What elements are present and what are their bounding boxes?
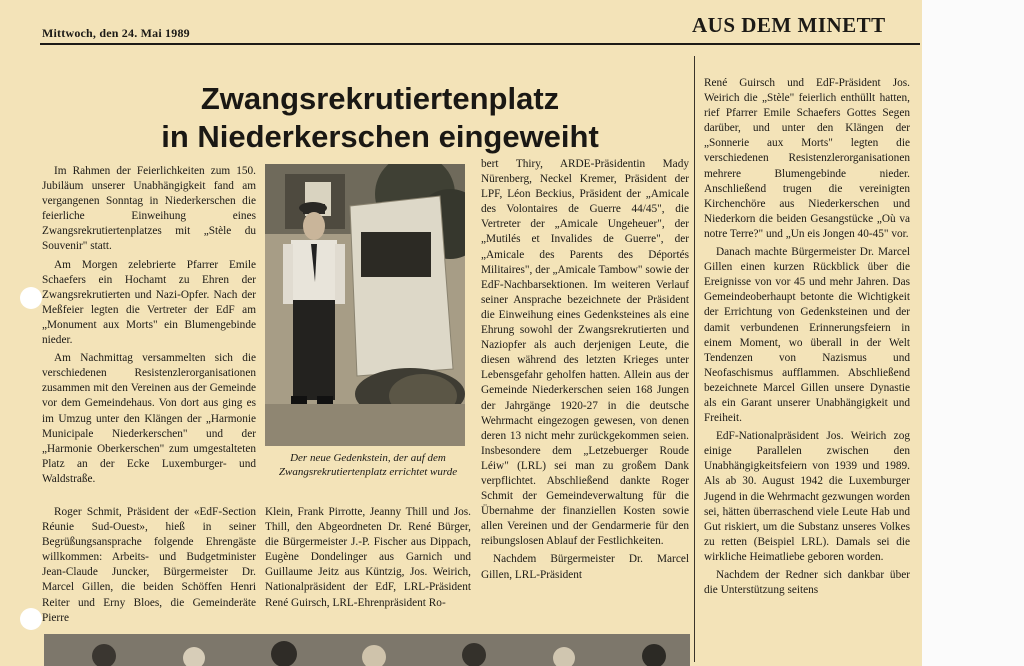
paragraph: Nachdem Bürgermeister Dr. Marcel Gillen, LRL-Präsident: [481, 553, 689, 581]
paragraph: Am Nachmittag versammelten sich die verschiedenen Resistenzlerorganisationen zusammen mit den Vereinen aus der Gemeinde vor dem Gemeindehaus. Von dort aus ging es im Umzug unter den Klängen der „Harmonie Municipale Niederkerschen" und der „Harmonie Oberkerschen" zum umgestalteten Platz an der Ecke Luxemburger- und Waldstraße.: [42, 352, 256, 485]
article-column-2: [265, 505, 471, 633]
paragraph: René Guirsch und EdF-Präsident Jos. Weirich die „Stèle" feierlich enthüllt hatten, rief Pfarrer Emile Schaefers Gottes Segen darüber, und unter den Klängen der „Sonnerie aux Morts" legten die verschiedenen Resistenzlerorganisationen mehrere Blumengebinde nieder. Anschließend trugen die vereinigten Kirchenchöre aus Niederkerschen und Niederkorn die beiden Gesangstücke „Où va notre Terre?" und „Un eis Jongen 40-45" vor.: [704, 77, 910, 240]
paragraph: Roger Schmit, Präsident der «EdF-Section Réunie Sud-Ouest», hieß in seiner Begrüßungsansprache folgende Ehrengäste willkommen: Arbeits- und Budgetminister Jean-Claude Juncker, Bürgermeister Dr. Marcel Gillen, die beiden Schöffen Henri Reiter und Erny Bloes, die Gemeinderäte Pierre: [42, 506, 256, 624]
memorial-stone-photo: [265, 164, 465, 446]
paragraph: Im Rahmen der Feierlichkeiten zum 150. Jubiläum unserer Unabhängigkeit fand am vergangenen Sonntag in Niederkerschen die feierliche Einweihung eines Zwangsrekrutiertenplatzes mit „Stèle du Souvenir" statt.: [42, 165, 256, 253]
paragraph: Am Morgen zelebrierte Pfarrer Emile Schaefers ein Hochamt zu Ehren der Zwangsrekrutierten und Nazi-Opfer. Nach der Meßfeier legten die Vertreter der EdF am „Monument aux Morts" ein Blumengebinde nieder.: [42, 258, 256, 347]
headline-line-2: in Niederkerschen eingeweiht: [161, 119, 599, 154]
masthead-date: Mittwoch, den 24. Mai 1989: [42, 26, 190, 40]
headline-line-1: Zwangsrekrutiertenplatz: [200, 81, 560, 116]
paragraph: bert Thiry, ARDE-Präsidentin Mady Nürenberg, Neckel Kremer, Präsident der LPF, Léon Beckius, Präsident der „Amicale des Volontaires de Guerre 44/45", die Vertreter der „Amicale Ungeheuer", der „Mutilés et Invalides de Guerre", der „Amicale des Parents des Déportés Militaires", der „Amicale Tambow" sowie der EdF-Nachbarsektionen. Im weiteren Verlauf seiner Ansprache bezeichnete der Präsident die Einweihung eines Gedenksteines als eine Ehrung sowohl der Zwangsrekrutierten und Naziopfer als auch derjenigen Leute, die diesen während des letzten Krieges unter Lebensgefahr geholfen hatten. Allein aus der Gemeinde Niederkerschen seien 168 Jungen der Jahrgänge 1920-27 in die deutsche Wehrmacht eingezogen gewesen, von denen deren 13 nicht mehr zurückgekommen seien. Insbesondere dem „Letzebuerger Roude Léiw" (LRL) sei man zu großem Dank verpflichtet. Abschließend dankte Roger Schmit der Gemeindeverwaltung für die Übernahme der finanziellen Kosten sowie allen Vereinen und der Gendarmerie für den reibungslosen Ablauf der Festlichkeiten.: [481, 158, 689, 548]
paragraph: EdF-Nationalpräsident Jos. Weirich zog einige Parallelen zwischen den Unabhängigkeitsfeiern von 1939 und 1989. Als ab 30. August 1942 die Luxemburger Jugend in die Wehrmacht gezwungen worden sei, hätten überraschend viele Leute Hab und Gut riskiert, um die Substanz unseres Volkes zu retten (Beispiel LRL). Damals sei die wirkliche Heimatliebe geboren worden.: [704, 430, 910, 563]
section-title: AUS DEM MINETT: [692, 13, 886, 37]
article-column-3: [481, 157, 689, 633]
paragraph: Klein, Frank Pirrotte, Jeanny Thill und Jos. Thill, den Abgeordneten Dr. René Bürger, die Bürgermeister J.-P. Fischer aus Dippach, Eugène Dondelinger aus Garnich und Guillaume Jeitz aus Küntzig, Jos. Weirich, Nationalpräsident der EdF, LRL-Präsident René Guirsch, LRL-Ehrenpräsident Ro-: [265, 506, 471, 609]
article-column-4: [704, 76, 910, 662]
paragraph: Danach machte Bürgermeister Dr. Marcel Gillen einen kurzen Rückblick über die Ereignisse von vor 45 und mehr Jahren. Das Gemeindeoberhaupt betonte die Wichtigkeit der Errichtung von Gedenksteinen und der damit verbundenen Erinnerungsfeiern in einem Moment, wo überall in der Welt Tendenzen von Nazismus und Neofaschismus aufflammen. Abschließend bezeichnete Marcel Gillen unsere Dynastie als ein Garant unserer Unabhängigkeit und Freiheit.: [704, 246, 910, 425]
column-divider: [694, 56, 695, 662]
headline: [120, 80, 640, 156]
article-column-1-top: [42, 164, 256, 495]
punch-hole: [20, 608, 42, 630]
photo-caption: Der neue Gedenkstein, der auf dem Zwangsrekrutiertenplatz errichtet wurde: [278, 452, 458, 478]
masthead-rule: [40, 43, 920, 45]
paragraph: Nachdem der Redner sich dankbar über die Unterstützung seitens: [704, 569, 910, 597]
crowd-illustration: [44, 634, 690, 666]
photo-illustration: [265, 164, 465, 446]
punch-hole: [20, 287, 42, 309]
article-column-1-bottom: [42, 505, 256, 633]
bottom-photo-crop: [44, 634, 690, 666]
scan-margin: [922, 0, 1024, 666]
